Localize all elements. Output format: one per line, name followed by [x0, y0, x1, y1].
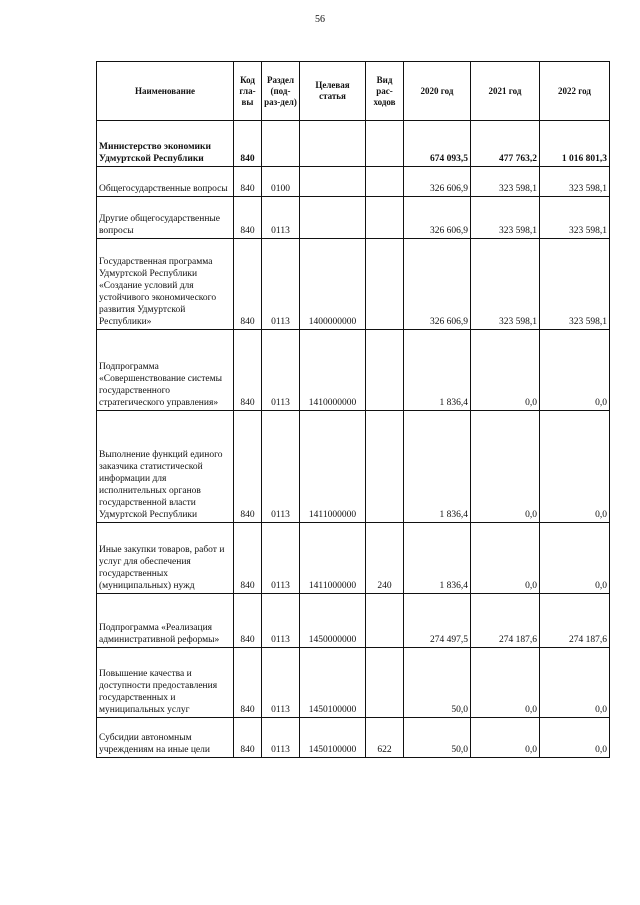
table-row [97, 239, 610, 330]
row-2022: 323 598,1 [540, 197, 610, 239]
header-2020: 2020 год [404, 62, 471, 121]
row-section: 0113 [262, 594, 300, 648]
row-exp-type [366, 594, 404, 648]
row-exp-type [366, 239, 404, 330]
table-row [97, 411, 610, 523]
row-2022: 0,0 [540, 523, 610, 594]
row-2020: 326 606,9 [404, 167, 471, 197]
table-row [97, 330, 610, 411]
row-code: 840 [234, 718, 262, 758]
row-section: 0113 [262, 718, 300, 758]
row-code: 840 [234, 523, 262, 594]
row-target: 1450100000 [300, 718, 366, 758]
row-name: Министерство экономики Удмуртской Республики [97, 121, 234, 167]
row-section: 0113 [262, 197, 300, 239]
row-2022: 0,0 [540, 718, 610, 758]
header-row [97, 62, 610, 121]
row-2022: 1 016 801,3 [540, 121, 610, 167]
row-section: 0113 [262, 523, 300, 594]
row-name: Субсидии автономным учреждениям на иные цели [97, 718, 234, 758]
row-2021: 323 598,1 [471, 197, 540, 239]
row-name: Повышение качества и доступности предоставления государственных и муниципальных услуг [97, 648, 234, 718]
row-2020: 50,0 [404, 718, 471, 758]
row-2020: 326 606,9 [404, 239, 471, 330]
row-code: 840 [234, 239, 262, 330]
row-2021: 0,0 [471, 411, 540, 523]
row-2022: 274 187,6 [540, 594, 610, 648]
row-2022: 323 598,1 [540, 239, 610, 330]
row-name: Другие общегосударственные вопросы [97, 197, 234, 239]
row-target [300, 197, 366, 239]
row-code: 840 [234, 330, 262, 411]
row-code: 840 [234, 411, 262, 523]
row-2021: 0,0 [471, 718, 540, 758]
row-name: Иные закупки товаров, работ и услуг для обеспечения государственных (муниципальных) нужд [97, 523, 234, 594]
header-2021: 2021 год [471, 62, 540, 121]
row-exp-type [366, 411, 404, 523]
table-row [97, 197, 610, 239]
budget-table [96, 61, 610, 758]
row-2021: 477 763,2 [471, 121, 540, 167]
row-2022: 323 598,1 [540, 167, 610, 197]
row-target [300, 167, 366, 197]
row-code: 840 [234, 121, 262, 167]
row-2021: 274 187,6 [471, 594, 540, 648]
row-exp-type [366, 330, 404, 411]
row-exp-type [366, 197, 404, 239]
header-section: Раздел (под-раз-дел) [262, 62, 300, 121]
row-section: 0113 [262, 239, 300, 330]
row-2020: 326 606,9 [404, 197, 471, 239]
row-2022: 0,0 [540, 330, 610, 411]
header-code: Код гла-вы [234, 62, 262, 121]
row-code: 840 [234, 594, 262, 648]
header-name: Наименование [97, 62, 234, 121]
row-code: 840 [234, 167, 262, 197]
row-2020: 1 836,4 [404, 330, 471, 411]
row-code: 840 [234, 648, 262, 718]
header-exp-type: Вид рас-ходов [366, 62, 404, 121]
row-section: 0113 [262, 648, 300, 718]
row-2020: 274 497,5 [404, 594, 471, 648]
row-name: Общегосударственные вопросы [97, 167, 234, 197]
page-number: 56 [315, 14, 325, 25]
row-target [300, 121, 366, 167]
row-2020: 1 836,4 [404, 523, 471, 594]
table-row [97, 523, 610, 594]
row-name: Государственная программа Удмуртской Республики «Создание условий для устойчивого экономического развития Удмуртской Республики» [97, 239, 234, 330]
row-2022: 0,0 [540, 411, 610, 523]
row-2021: 323 598,1 [471, 239, 540, 330]
row-2021: 323 598,1 [471, 167, 540, 197]
row-section [262, 121, 300, 167]
row-2020: 50,0 [404, 648, 471, 718]
row-target: 1450000000 [300, 594, 366, 648]
row-exp-type: 622 [366, 718, 404, 758]
row-target: 1400000000 [300, 239, 366, 330]
row-exp-type [366, 167, 404, 197]
row-target: 1411000000 [300, 411, 366, 523]
table-row [97, 121, 610, 167]
row-2021: 0,0 [471, 523, 540, 594]
row-code: 840 [234, 197, 262, 239]
row-2020: 1 836,4 [404, 411, 471, 523]
row-name: Подпрограмма «Совершенствование системы государственного стратегического управления» [97, 330, 234, 411]
header-2022: 2022 год [540, 62, 610, 121]
row-target: 1411000000 [300, 523, 366, 594]
row-2021: 0,0 [471, 330, 540, 411]
row-exp-type: 240 [366, 523, 404, 594]
table-row [97, 718, 610, 758]
row-exp-type [366, 648, 404, 718]
row-target: 1450100000 [300, 648, 366, 718]
table-row [97, 167, 610, 197]
header-target: Целевая статья [300, 62, 366, 121]
row-section: 0113 [262, 330, 300, 411]
row-2021: 0,0 [471, 648, 540, 718]
row-name: Подпрограмма «Реализация административной реформы» [97, 594, 234, 648]
row-2020: 674 093,5 [404, 121, 471, 167]
table-row [97, 594, 610, 648]
row-2022: 0,0 [540, 648, 610, 718]
table-row [97, 648, 610, 718]
row-name: Выполнение функций единого заказчика статистической информации для исполнительных органов государственной власти Удмуртской Республики [97, 411, 234, 523]
row-section: 0100 [262, 167, 300, 197]
row-target: 1410000000 [300, 330, 366, 411]
row-exp-type [366, 121, 404, 167]
row-section: 0113 [262, 411, 300, 523]
